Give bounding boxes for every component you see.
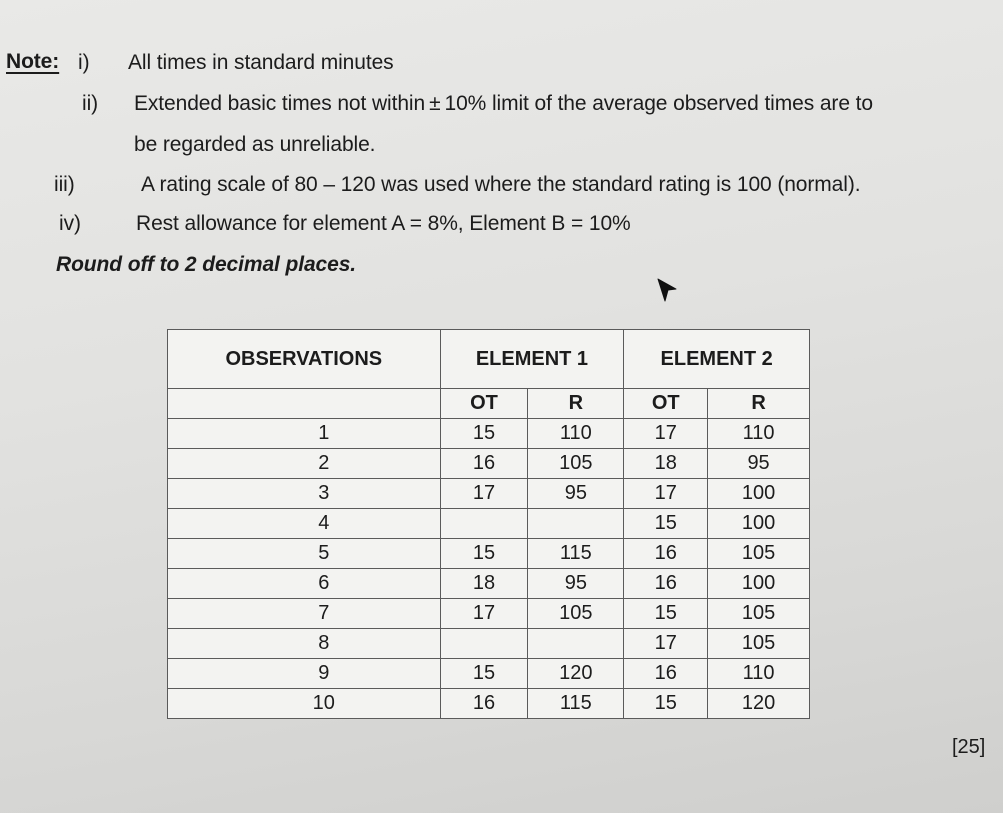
table-row [168, 599, 810, 629]
element1-r-cell [528, 629, 624, 659]
element1-ot-cell: 15 [440, 659, 528, 689]
observation-number: 1 [168, 419, 441, 449]
element2-r-cell: 95 [708, 449, 810, 479]
mouse-pointer-icon [656, 277, 678, 303]
element1-r-cell: 105 [528, 599, 624, 629]
observation-number: 7 [168, 599, 441, 629]
note-item-3-text: A rating scale of 80 – 120 was used where the standard rating is 100 (normal). [141, 173, 861, 196]
element2-r-subheader: R [708, 389, 810, 419]
element2-ot-cell: 17 [624, 479, 708, 509]
table-row [168, 539, 810, 569]
element2-ot-cell: 16 [624, 659, 708, 689]
element1-r-cell: 95 [528, 479, 624, 509]
note-item-4-numeral: iv) [59, 212, 81, 235]
element1-r-cell: 115 [528, 689, 624, 719]
observation-number: 5 [168, 539, 441, 569]
observation-number: 6 [168, 569, 441, 599]
element1-ot-cell: 17 [440, 599, 528, 629]
marks-label: [25] [952, 736, 986, 758]
instruction-text: Round off to 2 decimal places. [56, 253, 357, 276]
note-item-2-continuation: be regarded as unreliable. [134, 133, 376, 156]
note-item-4-text: Rest allowance for element A = 8%, Element B = 10% [136, 212, 631, 235]
note-item-2-text-after: 10% limit of the average observed times are to [444, 92, 873, 115]
table-subheader-row [168, 389, 810, 419]
note-label: Note: [6, 50, 60, 73]
element2-r-cell: 110 [708, 659, 810, 689]
observations-table [167, 329, 810, 719]
element2-r-cell: 100 [708, 569, 810, 599]
observation-number: 4 [168, 509, 441, 539]
observation-number: 2 [168, 449, 441, 479]
table-row [168, 629, 810, 659]
element2-ot-cell: 15 [624, 599, 708, 629]
element1-r-cell [528, 509, 624, 539]
element1-r-cell: 110 [528, 419, 624, 449]
note-item-1-text: All times in standard minutes [128, 51, 394, 74]
element1-r-cell: 115 [528, 539, 624, 569]
table-row [168, 569, 810, 599]
table-header-row [168, 330, 810, 389]
element1-ot-cell [440, 509, 528, 539]
element2-ot-subheader: OT [624, 389, 708, 419]
element2-ot-cell: 17 [624, 419, 708, 449]
table-row [168, 419, 810, 449]
element2-r-cell: 105 [708, 599, 810, 629]
element2-r-cell: 105 [708, 629, 810, 659]
observation-number: 8 [168, 629, 441, 659]
element1-r-cell: 120 [528, 659, 624, 689]
element2-ot-cell: 15 [624, 689, 708, 719]
note-item-2-text [134, 92, 873, 116]
element1-ot-cell: 15 [440, 539, 528, 569]
element2-ot-cell: 18 [624, 449, 708, 479]
element1-ot-cell: 15 [440, 419, 528, 449]
table-row [168, 509, 810, 539]
element1-ot-subheader: OT [440, 389, 528, 419]
element2-ot-cell: 16 [624, 539, 708, 569]
note-item-2-text-before: Extended basic times not within [134, 92, 426, 115]
element2-r-cell: 105 [708, 539, 810, 569]
element1-ot-cell: 16 [440, 689, 528, 719]
observation-number: 9 [168, 659, 441, 689]
element2-header: ELEMENT 2 [624, 330, 810, 389]
element2-r-cell: 100 [708, 509, 810, 539]
table-row [168, 659, 810, 689]
element1-ot-cell: 17 [440, 479, 528, 509]
element1-r-cell: 95 [528, 569, 624, 599]
empty-subheader-cell [168, 389, 441, 419]
element2-ot-cell: 15 [624, 509, 708, 539]
table-row [168, 689, 810, 719]
table-row [168, 449, 810, 479]
observation-number: 3 [168, 479, 441, 509]
note-item-2-numeral: ii) [82, 92, 99, 115]
note-item-1-numeral: i) [78, 51, 90, 74]
element2-r-cell: 100 [708, 479, 810, 509]
element1-ot-cell [440, 629, 528, 659]
plus-minus-symbol: ± [429, 92, 441, 115]
element2-r-cell: 120 [708, 689, 810, 719]
element1-r-cell: 105 [528, 449, 624, 479]
element1-ot-cell: 18 [440, 569, 528, 599]
element1-header: ELEMENT 1 [440, 330, 624, 389]
observations-header: OBSERVATIONS [168, 330, 441, 389]
observation-number: 10 [168, 689, 441, 719]
element1-r-subheader: R [528, 389, 624, 419]
element2-ot-cell: 16 [624, 569, 708, 599]
element2-ot-cell: 17 [624, 629, 708, 659]
element1-ot-cell: 16 [440, 449, 528, 479]
note-item-3-numeral: iii) [54, 173, 75, 196]
table-row [168, 479, 810, 509]
element2-r-cell: 110 [708, 419, 810, 449]
